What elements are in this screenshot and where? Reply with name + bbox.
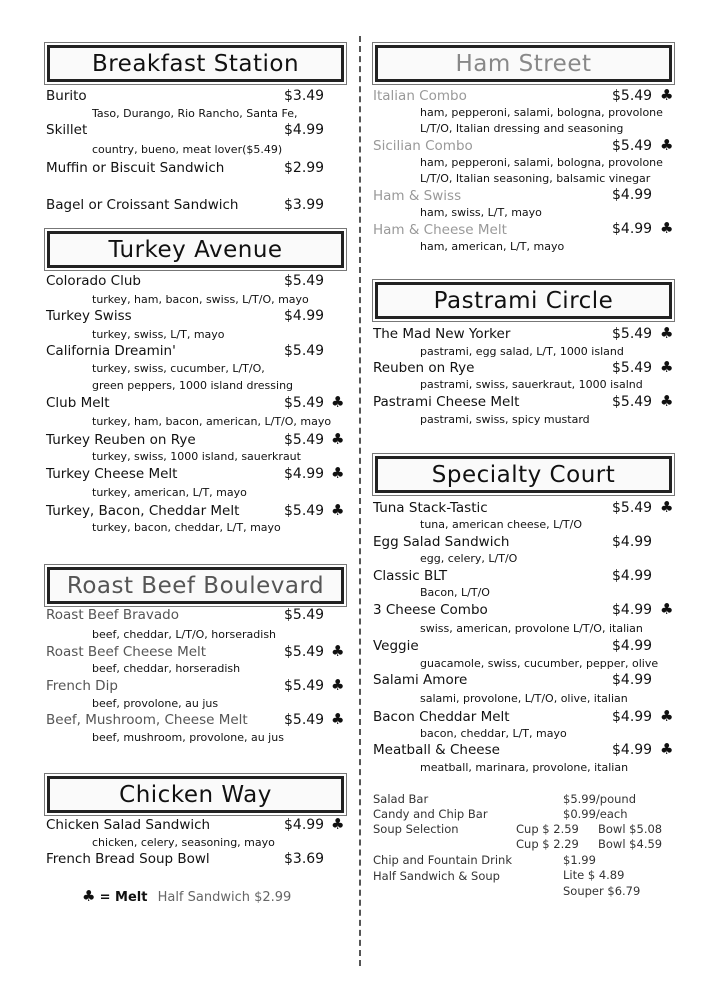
menu-item-price: $5.49 bbox=[612, 326, 653, 342]
menu-item-desc: country, bueno, meat lover($5.49) bbox=[92, 143, 283, 156]
melt-club-icon: ♣ bbox=[660, 600, 674, 618]
menu-item-desc: turkey, ham, bacon, swiss, L/T/O, mayo bbox=[92, 293, 309, 306]
extra-label: Candy and Chip Bar bbox=[373, 807, 488, 821]
menu-item-price: $5.49 bbox=[284, 678, 325, 694]
melt-club-icon: ♣ bbox=[660, 136, 674, 154]
menu-item-price: $5.49 bbox=[612, 394, 653, 410]
menu-item-desc: swiss, american, provolone L/T/O, italian bbox=[420, 622, 643, 635]
melt-club-icon: ♣ bbox=[660, 392, 674, 410]
extra-label: Soup Selection bbox=[373, 822, 459, 836]
melt-club-icon: ♣ bbox=[660, 498, 674, 516]
menu-item-desc: bacon, cheddar, L/T, mayo bbox=[420, 727, 567, 740]
menu-item-desc: pastrami, swiss, spicy mustard bbox=[420, 413, 590, 426]
menu-item-name: Classic BLT bbox=[373, 568, 448, 584]
extra-label: Half Sandwich & Soup bbox=[373, 869, 500, 883]
menu-item-price: $5.49 bbox=[284, 343, 325, 359]
menu-item-name: Ham & Cheese Melt bbox=[373, 222, 507, 238]
melt-club-icon: ♣ bbox=[331, 710, 345, 728]
extra-price: Cup $ 2.59 bbox=[516, 822, 579, 836]
menu-item-name: California Dreamin' bbox=[46, 343, 176, 359]
menu-item-name: Meatball & Cheese bbox=[373, 742, 500, 758]
menu-item-desc: beef, cheddar, L/T/O, horseradish bbox=[92, 628, 277, 641]
menu-item-price: $4.99 bbox=[284, 817, 325, 833]
menu-item-price: $4.99 bbox=[284, 122, 325, 138]
menu-item-name: Chicken Salad Sandwich bbox=[46, 817, 211, 833]
menu-item-name: Tuna Stack-Tastic bbox=[373, 500, 488, 516]
menu-item-name: Burito bbox=[46, 88, 87, 104]
menu-item-price: $5.49 bbox=[284, 607, 325, 623]
menu-item-desc: turkey, bacon, cheddar, L/T, mayo bbox=[92, 521, 281, 534]
melt-club-icon: ♣ bbox=[660, 358, 674, 376]
legend bbox=[82, 887, 291, 905]
menu-item-desc: pastrami, swiss, sauerkraut, 1000 isalnd bbox=[420, 378, 643, 391]
menu-item-desc: chicken, celery, seasoning, mayo bbox=[92, 836, 275, 849]
melt-club-icon: ♣ bbox=[660, 86, 674, 104]
menu-item-name: Roast Beef Cheese Melt bbox=[46, 644, 207, 660]
menu-item-price: $5.49 bbox=[284, 644, 325, 660]
menu-item-desc: Taso, Durango, Rio Rancho, Santa Fe, bbox=[92, 107, 298, 120]
melt-club-icon: ♣ bbox=[331, 430, 345, 448]
menu-item-name: Colorado Club bbox=[46, 273, 141, 289]
menu-item-name: French Dip bbox=[46, 678, 118, 694]
menu-item-desc: beef, mushroom, provolone, au jus bbox=[92, 731, 284, 744]
menu-item-name: Sicilian Combo bbox=[373, 138, 473, 154]
extra-price: Bowl $4.59 bbox=[598, 837, 663, 851]
menu-item-name: Reuben on Rye bbox=[373, 360, 475, 376]
extra-label: Chip and Fountain Drink bbox=[373, 853, 512, 867]
melt-club-icon: ♣ bbox=[660, 740, 674, 758]
menu-item-desc: pastrami, egg salad, L/T, 1000 island bbox=[420, 345, 624, 358]
menu-item-name: Egg Salad Sandwich bbox=[373, 534, 510, 550]
section-title-pastrami: Pastrami Circle bbox=[375, 282, 672, 319]
section-title-turkey: Turkey Avenue bbox=[47, 231, 344, 268]
menu-item-price: $5.49 bbox=[284, 503, 325, 519]
melt-club-icon: ♣ bbox=[82, 887, 96, 905]
extra-price: Souper $6.79 bbox=[563, 884, 641, 898]
menu-item-price: $5.49 bbox=[284, 395, 325, 411]
menu-item-name: French Bread Soup Bowl bbox=[46, 851, 210, 867]
menu-item-price: $5.49 bbox=[612, 500, 653, 516]
menu-item-desc: turkey, swiss, cucumber, L/T/O, bbox=[92, 362, 265, 375]
menu-item-name: Turkey Cheese Melt bbox=[46, 466, 178, 482]
menu-item-name: Italian Combo bbox=[373, 88, 467, 104]
melt-club-icon: ♣ bbox=[331, 393, 345, 411]
melt-club-icon: ♣ bbox=[660, 324, 674, 342]
menu-item-desc: salami, provolone, L/T/O, olive, italian bbox=[420, 692, 628, 705]
menu-item-desc: Bacon, L/T/O bbox=[420, 586, 490, 599]
menu-item-price: $5.49 bbox=[612, 138, 653, 154]
menu-item-price: $3.49 bbox=[284, 88, 325, 104]
extra-price: $1.99 bbox=[563, 853, 596, 867]
menu-item-price: $4.99 bbox=[612, 638, 653, 654]
melt-club-icon: ♣ bbox=[331, 676, 345, 694]
column-divider bbox=[359, 36, 361, 966]
menu-item-price: $4.99 bbox=[612, 602, 653, 618]
menu-item-name: Pastrami Cheese Melt bbox=[373, 394, 520, 410]
section-title-breakfast: Breakfast Station bbox=[47, 45, 344, 82]
menu-item-desc: turkey, american, L/T, mayo bbox=[92, 486, 247, 499]
menu-item-desc: tuna, american cheese, L/T/O bbox=[420, 518, 583, 531]
menu-item-desc: turkey, swiss, L/T, mayo bbox=[92, 328, 225, 341]
menu-item-price: $4.99 bbox=[612, 187, 653, 203]
menu-item-price: $4.99 bbox=[612, 568, 653, 584]
extra-price: Bowl $5.08 bbox=[598, 822, 663, 836]
menu-item-name: Veggie bbox=[373, 638, 419, 654]
menu-item-desc: egg, celery, L/T/O bbox=[420, 552, 518, 565]
menu-item-name: Skillet bbox=[46, 122, 88, 138]
half-sandwich-note: Half Sandwich $2.99 bbox=[157, 890, 292, 905]
menu-item-desc: ham, swiss, L/T, mayo bbox=[420, 206, 542, 219]
legend-label: = Melt bbox=[99, 890, 148, 905]
menu-item-name: The Mad New Yorker bbox=[373, 326, 511, 342]
menu-item-price: $5.49 bbox=[612, 360, 653, 376]
section-title-specialty: Specialty Court bbox=[375, 456, 672, 493]
extra-price: $5.99/pound bbox=[563, 792, 637, 806]
menu-item-price: $4.99 bbox=[612, 534, 653, 550]
extra-price: Lite $ 4.89 bbox=[563, 868, 625, 882]
menu-item-price: $5.49 bbox=[612, 88, 653, 104]
menu-item-price: $2.99 bbox=[284, 160, 325, 176]
menu-item-name: Turkey Reuben on Rye bbox=[46, 432, 196, 448]
menu-item-desc: turkey, swiss, 1000 island, sauerkraut bbox=[92, 450, 301, 463]
menu-item-desc: green peppers, 1000 island dressing bbox=[92, 379, 294, 392]
menu-item-name: Salami Amore bbox=[373, 672, 468, 688]
menu-item-price: $5.49 bbox=[284, 432, 325, 448]
menu-item-price: $4.99 bbox=[612, 221, 653, 237]
menu-item-price: $5.49 bbox=[284, 712, 325, 728]
extra-price: $0.99/each bbox=[563, 807, 628, 821]
menu-item-desc: guacamole, swiss, cucumber, pepper, olive bbox=[420, 657, 659, 670]
melt-club-icon: ♣ bbox=[331, 501, 345, 519]
melt-club-icon: ♣ bbox=[331, 464, 345, 482]
menu-item-price: $3.69 bbox=[284, 851, 325, 867]
menu-item-desc: ham, american, L/T, mayo bbox=[420, 240, 565, 253]
menu-item-name: Beef, Mushroom, Cheese Melt bbox=[46, 712, 248, 728]
melt-club-icon: ♣ bbox=[660, 219, 674, 237]
menu-item-price: $4.99 bbox=[612, 709, 653, 725]
menu-item-desc: ham, pepperoni, salami, bologna, provolone bbox=[420, 106, 663, 119]
menu-item-desc: L/T/O, Italian seasoning, balsamic vinegar bbox=[420, 172, 651, 185]
menu-item-desc: ham, pepperoni, salami, bologna, provolone bbox=[420, 156, 663, 169]
menu-item-name: Roast Beef Bravado bbox=[46, 607, 180, 623]
extra-price: Cup $ 2.29 bbox=[516, 837, 579, 851]
menu-item-price: $3.99 bbox=[284, 197, 325, 213]
menu-item-desc: turkey, ham, bacon, american, L/T/O, mayo bbox=[92, 415, 332, 428]
extra-label: Salad Bar bbox=[373, 792, 429, 806]
menu-item-name: Club Melt bbox=[46, 395, 110, 411]
menu-item-name: Turkey Swiss bbox=[46, 308, 132, 324]
menu-item-name: Ham & Swiss bbox=[373, 188, 462, 204]
menu-item-price: $4.99 bbox=[612, 672, 653, 688]
section-title-chicken: Chicken Way bbox=[47, 776, 344, 813]
melt-club-icon: ♣ bbox=[331, 815, 345, 833]
melt-club-icon: ♣ bbox=[660, 707, 674, 725]
menu-item-name: Turkey, Bacon, Cheddar Melt bbox=[46, 503, 240, 519]
menu-item-name: 3 Cheese Combo bbox=[373, 602, 488, 618]
melt-club-icon: ♣ bbox=[331, 642, 345, 660]
menu-item-name: Muffin or Biscuit Sandwich bbox=[46, 160, 225, 176]
section-title-ham: Ham Street bbox=[375, 45, 672, 82]
menu-item-price: $4.99 bbox=[284, 466, 325, 482]
menu-item-price: $4.99 bbox=[284, 308, 325, 324]
menu-item-price: $4.99 bbox=[612, 742, 653, 758]
menu-item-name: Bacon Cheddar Melt bbox=[373, 709, 510, 725]
menu-item-desc: beef, provolone, au jus bbox=[92, 697, 219, 710]
menu-item-desc: meatball, marinara, provolone, italian bbox=[420, 761, 629, 774]
section-title-roastbeef: Roast Beef Boulevard bbox=[47, 567, 344, 604]
menu-item-desc: L/T/O, Italian dressing and seasoning bbox=[420, 122, 624, 135]
menu-item-name: Bagel or Croissant Sandwich bbox=[46, 197, 239, 213]
menu-item-price: $5.49 bbox=[284, 273, 325, 289]
menu-item-desc: beef, cheddar, horseradish bbox=[92, 662, 241, 675]
